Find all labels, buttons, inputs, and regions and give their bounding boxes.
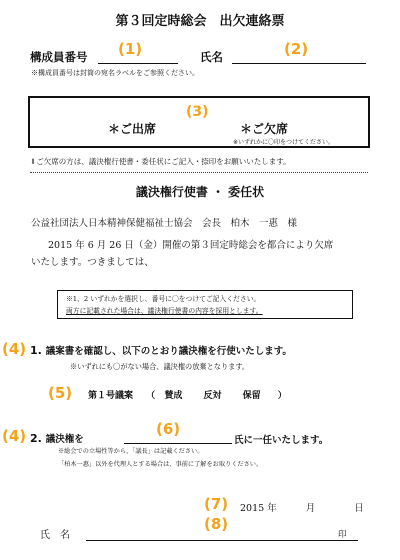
marker-3: (3) [186,104,209,120]
dotted-separator [30,172,368,173]
marker-2: (2) [284,40,309,58]
attend-option[interactable]: ＊ご出席 [108,122,157,136]
body-line-2: いたします。つきましては、 [31,257,154,268]
marker-4a: (4) [2,340,27,358]
section-2-note-2: 「柏木一惠」以外を代理人とする場合は、事前に了解をお取りください。 [58,461,263,468]
marker-1: (1) [118,40,143,58]
agenda-line [88,388,287,401]
member-number-underline [98,63,178,64]
marker-5: (5) [48,384,73,402]
date-day: 日 [354,503,364,514]
vote-option-approve[interactable]: 賛成 [164,391,183,401]
vote-option-abstain[interactable]: 保留 [242,391,261,401]
agenda-open-paren: （ [146,391,156,401]
date-year: 2015 年 [240,503,277,514]
proxy-title: 議決権行使書 ・ 委任状 [135,185,265,199]
section-2-note-1: ※総会での立場性等から、「議長」は記載ください。 [58,448,204,455]
absent-note: ⇓ご欠席の方は、議決権行使書・委任状にご記入・捺印をお願いいたします。 [30,157,291,166]
section-1-text: 議案書を確認し、以下のとおり議決権を行使いたします。 [45,346,292,357]
instruction-line-1: ※1、2 いずれかを選択し、番号に〇をつけてご記入ください。 [66,295,261,303]
name-label: 氏名 [200,50,223,64]
bottom-name-underline[interactable] [86,540,358,541]
circle-hint: ※いずれかに〇印をつけてください。 [233,139,335,146]
date-line [240,500,364,514]
form-title: 第３回定時総会 出欠連絡票 [115,14,285,29]
section-2-suffix: 氏に一任いたします。 [234,435,329,446]
body-line-1: 2015 年 6 月 26 日（金）開催の第３回定時総会を都合により欠席 [48,240,334,251]
agenda-close-paren: ） [277,391,287,401]
member-number-note: ※構成員番号は封筒の宛名ラベルをご参照ください。 [31,69,199,77]
marker-6: (6) [156,420,181,438]
bottom-name-label: 氏 名 [40,530,70,541]
section-2-text: 議決権を [45,434,84,445]
section-1-note: ※いずれにも〇がない場合、議決権の放棄となります。 [70,362,250,371]
date-month: 月 [305,503,316,514]
marker-7: (7) [204,495,229,513]
addressee: 公益社団法人日本精神保健福祉士協会 会長 柏木 一惠 様 [31,218,298,229]
agenda-label: 第１号議案 [88,391,134,401]
section-1-number: 1. [30,344,42,357]
proxy-name-underline[interactable] [124,443,232,444]
absent-option[interactable]: ＊ご欠席 [240,122,289,136]
instruction-line-2: 両方に記載された場合は、議決権行使書の内容を採用とします。 [66,307,263,315]
section-1 [30,343,292,357]
name-underline [232,63,366,64]
seal-label: 印 [338,530,347,540]
member-number-label: 構成員番号 [30,50,88,64]
section-2 [30,431,84,445]
marker-4b: (4) [2,427,27,445]
vote-option-oppose[interactable]: 反対 [203,391,222,401]
section-2-number: 2. [30,432,42,445]
marker-8: (8) [204,515,229,533]
